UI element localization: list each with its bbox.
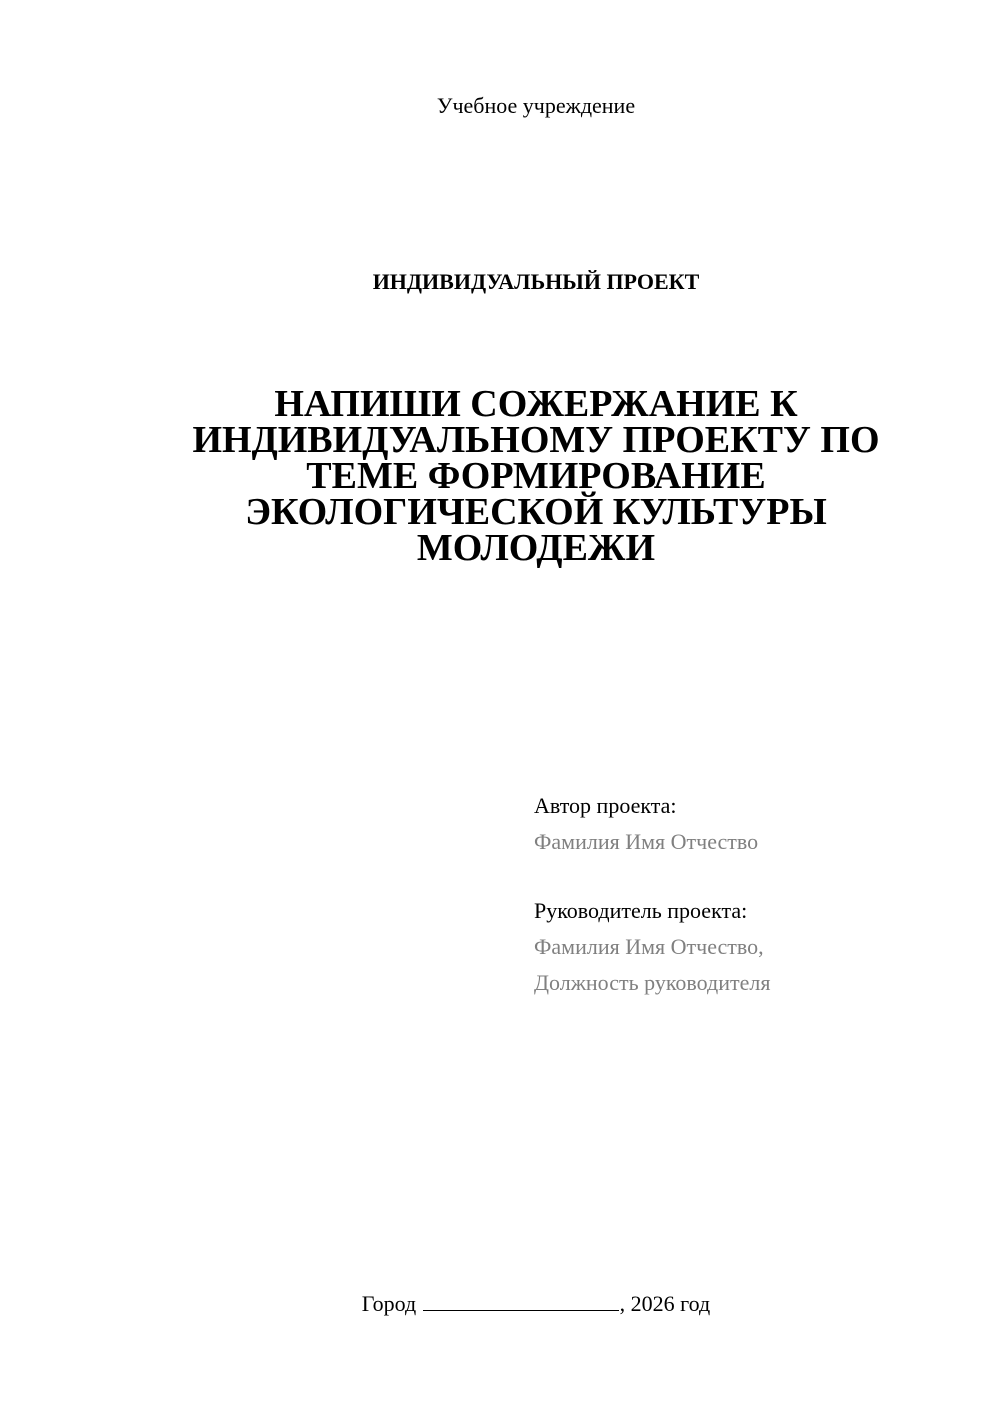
author-block [534,788,974,860]
footer-city-year [0,1289,1000,1319]
project-title-line: ЭКОЛОГИЧЕСКОЙ КУЛЬТУРЫ [245,491,827,533]
institution-name: Учебное учреждение [436,93,636,118]
project-title-line: МОЛОДЕЖИ [416,527,656,569]
author-name-placeholder: Фамилия Имя Отчество [534,829,759,854]
project-title-line: ИНДИВИДУАЛЬНОМУ ПРОЕКТУ ПО [192,419,880,461]
supervisor-label: Руководитель проекта: [534,898,748,923]
project-title-line: НАПИШИ СОЖЕРЖАНИЕ К [274,383,798,425]
project-title-line: ТЕМЕ ФОРМИРОВАНИЕ [306,455,766,497]
supervisor-position-placeholder: Должность руководителя [534,970,771,995]
city-label: Город [361,1291,417,1316]
document-type-heading: ИНДИВИДУАЛЬНЫЙ ПРОЕКТ [372,269,700,294]
author-label: Автор проекта: [534,793,677,818]
project-title [80,383,992,569]
supervisor-block [534,893,974,1001]
supervisor-name-placeholder: Фамилия Имя Отчество, [534,934,764,959]
year-text: , 2026 год [619,1291,711,1316]
city-blank-line [423,1290,619,1311]
